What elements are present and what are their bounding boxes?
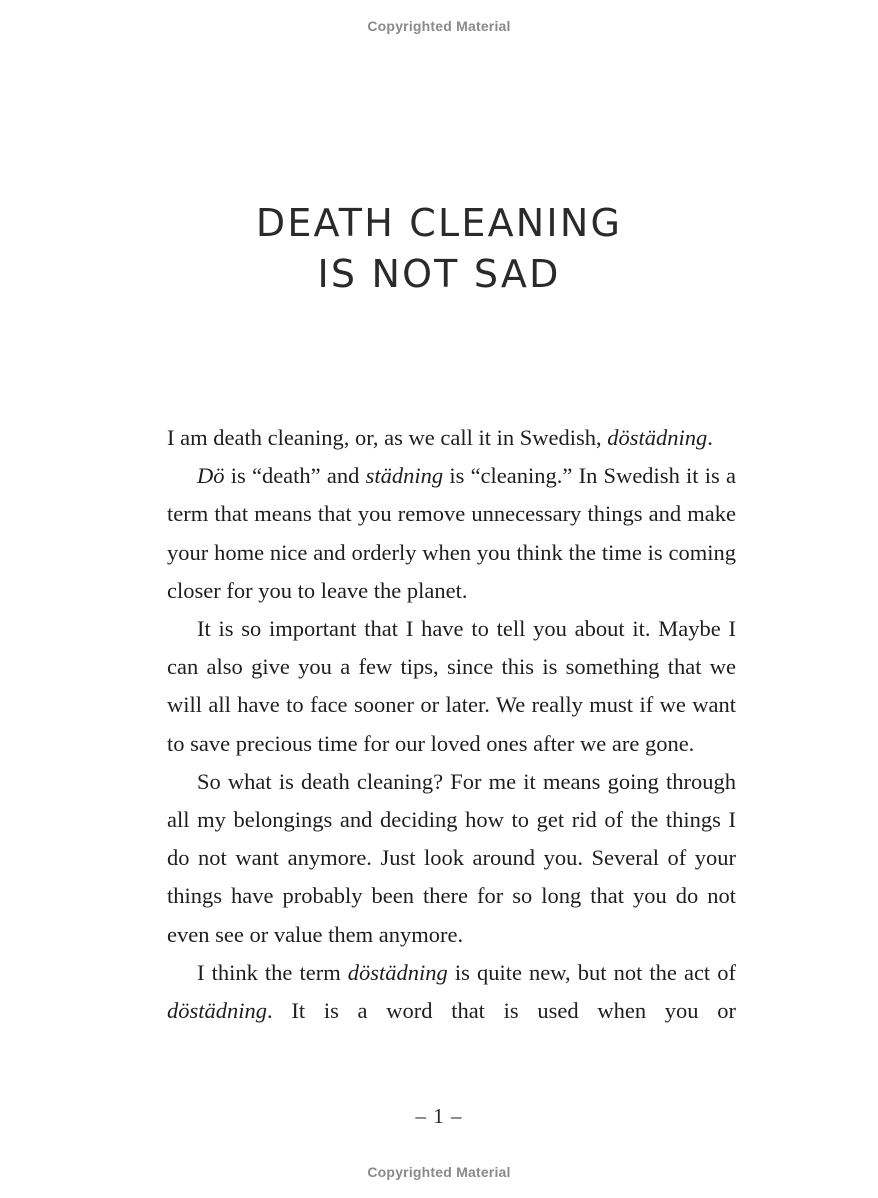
- paragraph-text: I am death cleaning, or, as we call it in Swedish,: [167, 425, 608, 450]
- paragraph-text: It is so important that I have to tell you about it. Maybe I can also give you a few tips, since this is something that we will all have to face sooner or later. We really must if we want to save precious time for our loved ones after we are gone.: [167, 616, 736, 756]
- paragraph-text: is “cleaning.” In Swedish it is a term that means that you remove unnecessary things and make your home nice and orderly when you think the time is coming closer for you to leave the planet.: [167, 463, 736, 603]
- paragraph-italic-term: döstädning: [607, 425, 708, 450]
- paragraph-text: So what is death cleaning? For me it means going through all my belongings and deciding how to get rid of the things I do not want anymore. Just look around you. Several of your things have probably been there for so long that you do not even see or value them anymore.: [167, 768, 736, 947]
- paragraph-text: I think the term: [197, 959, 348, 985]
- paragraph: [167, 763, 736, 954]
- paragraph-text: is quite new, but not the act of: [447, 959, 737, 985]
- paragraph: [167, 419, 736, 457]
- copyright-footer: Copyrighted Material: [367, 1164, 511, 1180]
- paragraph: [167, 954, 736, 1030]
- paragraph-text: .: [707, 425, 713, 450]
- paragraph-italic-term: döstädning: [167, 998, 268, 1024]
- copyright-header: Copyrighted Material: [367, 18, 511, 34]
- paragraph-text: is “death” and: [224, 463, 366, 489]
- paragraph-italic-term: Dö: [197, 463, 225, 489]
- paragraph-text: . It is a word that is used when you or: [267, 998, 736, 1024]
- paragraph: [167, 610, 736, 763]
- chapter-title-line-1: DEATH CLEANING: [255, 201, 623, 245]
- chapter-title-line-2: IS NOT SAD: [317, 252, 561, 296]
- paragraph-italic-term: döstädning: [347, 959, 448, 985]
- chapter-body: [167, 419, 736, 1030]
- chapter-title: [0, 198, 878, 300]
- paragraph-italic-term: städning: [365, 463, 444, 489]
- paragraph: [167, 457, 736, 610]
- page-number: – 1 –: [415, 1104, 463, 1128]
